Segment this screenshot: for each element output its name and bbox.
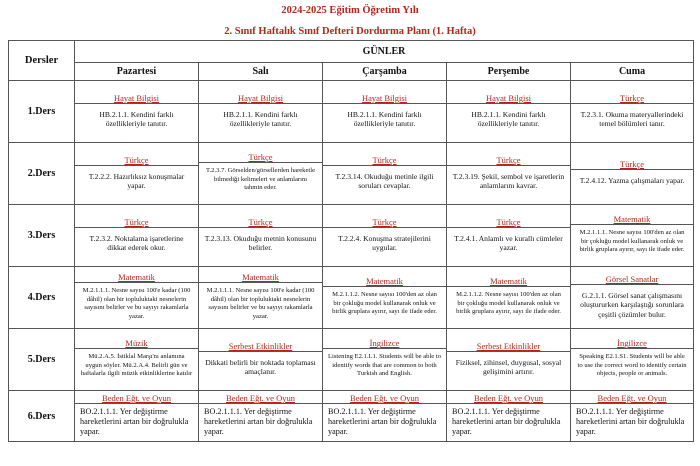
plan-cell	[75, 81, 199, 143]
subject-label: Türkçe	[199, 217, 322, 228]
subject-label: İngilizce	[571, 338, 693, 349]
plan-cell	[75, 205, 199, 267]
subject-label: Beden Eğt. ve Oyun	[199, 393, 322, 404]
outcome-text: T.2.2.2. Hazırlıksız konuşmalar yapar.	[88, 171, 185, 190]
table-row	[9, 267, 694, 329]
plan-cell	[199, 329, 323, 391]
subject-label: Beden Eğt. ve Oyun	[323, 393, 446, 404]
plan-cell	[199, 267, 323, 329]
plan-cell	[447, 143, 571, 205]
outcome-text: G.2.1.1. Görsel sanat çalışmasını oluştururken karşılaştığı sorunlara çeşitli çözümler bulur.	[580, 290, 684, 319]
outcome-text: HB.2.1.1. Kendini farklı özellikleriyle tanıtır.	[223, 109, 298, 128]
outcome-text: M.2.1.1.2. Nesne sayısı 100'den az olan bir çokluğu model kullanarak onluk ve birlik gruplara ayırır, sayı ile ifade eder.	[332, 291, 437, 316]
page-subtitle: 2. Sınıf Haftalık Sınıf Defteri Dordurma Planı (1. Hafta)	[224, 26, 476, 37]
subject-label: Müzik	[75, 338, 198, 349]
subject-label: Serbest Etkinlikler	[199, 341, 322, 352]
outcome-text: Listening E2.1.L1. Students will be able to identify words that are common to both Turkish and English.	[328, 353, 441, 378]
plan-cell	[75, 329, 199, 391]
outcome-text: BO.2.1.1.1. Yer değiştirme hareketlerini artan bir doğrulukla yapar.	[576, 407, 685, 436]
outcome-text: HB.2.1.1. Kendini farklı özellikleriyle tanıtır.	[347, 109, 422, 128]
subject-label: Türkçe	[447, 155, 570, 166]
weekly-plan-table	[8, 40, 694, 442]
plan-cell	[323, 81, 447, 143]
plan-cell	[323, 205, 447, 267]
outcome-text: M.2.1.1.1. Nesne sayısı 100'den az olan bir çokluğu model kullanarak onluk ve birlik gruplara ayırır, sayı ile ifade eder.	[579, 229, 685, 254]
subject-label: Hayat Bilgisi	[199, 93, 322, 104]
outcome-text: Speaking E2.1.S1. Students will be able to use the correct word to identify certain objects, people or animals.	[577, 353, 687, 378]
subject-label: Türkçe	[447, 217, 570, 228]
outcome-text: Fiziksel, zihinsel, duygusal, sosyal gelişimini artırır.	[455, 357, 562, 376]
subject-label: Beden Eğt. ve Oyun	[447, 393, 570, 404]
outcome-text: T.2.3.1. Okuma materyallerindeki temel bölümleri tanır.	[580, 109, 684, 128]
outcome-text: M.2.1.1.1. Nesne sayısı 100'e kadar (100 dâhil) olan bir topluluktaki nesnelerin sayısını belirler ve bu sayıyı rakamlarla yazar.	[206, 287, 315, 320]
subject-label: Matematik	[447, 276, 570, 287]
plan-cell	[571, 391, 694, 442]
outcome-text: T.2.4.12. Yazma çalışmaları yapar.	[579, 176, 685, 186]
lesson-label: 4.Ders	[9, 267, 75, 329]
outcome-text: T.2.3.19. Şekil, sembol ve işaretlerin anlamlarını kavrar.	[452, 171, 565, 190]
plan-cell	[447, 267, 571, 329]
outcome-text: BO.2.1.1.1. Yer değiştirme hareketlerini artan bir doğrulukla yapar.	[80, 407, 189, 436]
outcome-text: HB.2.1.1. Kendini farklı özellikleriyle tanıtır.	[99, 109, 174, 128]
day-header-wednesday: Çarşamba	[323, 63, 447, 81]
subject-label: Türkçe	[199, 152, 322, 163]
subject-label: Matematik	[75, 272, 198, 283]
outcome-text: M.2.1.1.2. Nesne sayısı 100'den az olan bir çokluğu model kullanarak onluk ve birlik gruplara ayırır, sayı ile ifade eder.	[456, 291, 561, 316]
subject-label: Matematik	[199, 272, 322, 283]
plan-cell	[571, 329, 694, 391]
plan-cell	[571, 205, 694, 267]
gunler-header: GÜNLER	[75, 41, 694, 63]
outcome-text: T.2.3.7. Görselden/görsellerden hareketle bilmediği kelimeleri ve anlamlarını tahmin eder.	[206, 167, 315, 192]
day-header-tuesday: Salı	[199, 63, 323, 81]
outcome-text: M.2.1.1.1. Nesne sayısı 100'e kadar (100 dâhil) olan bir topluluktaki nesnelerin sayısını belirler ve bu sayıyı rakamlarla yazar.	[82, 287, 191, 320]
plan-cell	[75, 391, 199, 442]
day-header-friday: Cuma	[571, 63, 694, 81]
lesson-label: 1.Ders	[9, 81, 75, 143]
lesson-label: 5.Ders	[9, 329, 75, 391]
plan-cell	[571, 81, 694, 143]
subject-label: Matematik	[323, 276, 446, 287]
plan-cell	[75, 143, 199, 205]
subject-label: Hayat Bilgisi	[75, 93, 198, 104]
plan-cell	[199, 81, 323, 143]
subject-label: Türkçe	[75, 155, 198, 166]
plan-cell	[75, 267, 199, 329]
subject-label: Serbest Etkinlikler	[447, 341, 570, 352]
table-row	[9, 81, 694, 143]
subject-label: Beden Eğt. ve Oyun	[571, 393, 693, 404]
lesson-label: 2.Ders	[9, 143, 75, 205]
plan-cell	[447, 205, 571, 267]
subject-label: Türkçe	[571, 159, 693, 170]
plan-cell	[571, 143, 694, 205]
plan-cell	[571, 267, 694, 329]
day-header-monday: Pazartesi	[75, 63, 199, 81]
plan-cell	[447, 391, 571, 442]
outcome-text: T.2.2.4. Konuşma stratejilerini uygular.	[338, 233, 431, 252]
outcome-text: BO.2.1.1.1. Yer değiştirme hareketlerini artan bir doğrulukla yapar.	[204, 407, 313, 436]
outcome-text: BO.2.1.1.1. Yer değiştirme hareketlerini artan bir doğrulukla yapar.	[452, 407, 561, 436]
outcome-text: HB.2.1.1. Kendini farklı özellikleriyle tanıtır.	[471, 109, 546, 128]
plan-cell	[199, 143, 323, 205]
dersler-header: Dersler	[9, 41, 75, 81]
plan-cell	[447, 81, 571, 143]
plan-cell	[323, 267, 447, 329]
subject-label: İngilizce	[323, 338, 446, 349]
table-row	[9, 143, 694, 205]
subject-label: Görsel Sanatlar	[571, 274, 693, 285]
lesson-label: 6.Ders	[9, 391, 75, 442]
plan-cell	[323, 143, 447, 205]
outcome-text: T.2.3.13. Okuduğu metnin konusunu belirler.	[204, 233, 317, 252]
subject-label: Matematik	[571, 214, 693, 225]
subject-label: Hayat Bilgisi	[323, 93, 446, 104]
outcome-text: Mü.2.A.5. İstiklal Marşı'nı anlamına uygun söyler. Mü.2.A.4. Belirli gün ve haftalarla ilgili müzik etkinliklerine katılır	[80, 353, 193, 378]
table-row	[9, 205, 694, 267]
subject-label: Hayat Bilgisi	[447, 93, 570, 104]
plan-cell	[323, 329, 447, 391]
table-row	[9, 329, 694, 391]
plan-cell	[199, 391, 323, 442]
plan-cell	[323, 391, 447, 442]
subject-label: Türkçe	[323, 155, 446, 166]
outcome-text: Dikkati belirli bir noktada toplaması amaçlanır.	[205, 357, 316, 376]
lesson-label: 3.Ders	[9, 205, 75, 267]
outcome-text: T.2.3.2. Noktalama işaretlerine dikkat ederek okur.	[89, 233, 184, 252]
subject-label: Türkçe	[323, 217, 446, 228]
subject-label: Türkçe	[571, 93, 693, 104]
plan-cell	[447, 329, 571, 391]
page-title: 2024-2025 Eğitim Öğretim Yılı	[281, 5, 419, 16]
subject-label: Beden Eğt. ve Oyun	[75, 393, 198, 404]
day-header-thursday: Perşembe	[447, 63, 571, 81]
outcome-text: T.2.4.1. Anlamlı ve kurallı cümleler yazar.	[454, 233, 563, 252]
outcome-text: BO.2.1.1.1. Yer değiştirme hareketlerini artan bir doğrulukla yapar.	[328, 407, 437, 436]
table-row	[9, 391, 694, 442]
subject-label: Türkçe	[75, 217, 198, 228]
outcome-text: T.2.3.14. Okuduğu metinle ilgili soruları cevaplar.	[335, 171, 434, 190]
plan-cell	[199, 205, 323, 267]
